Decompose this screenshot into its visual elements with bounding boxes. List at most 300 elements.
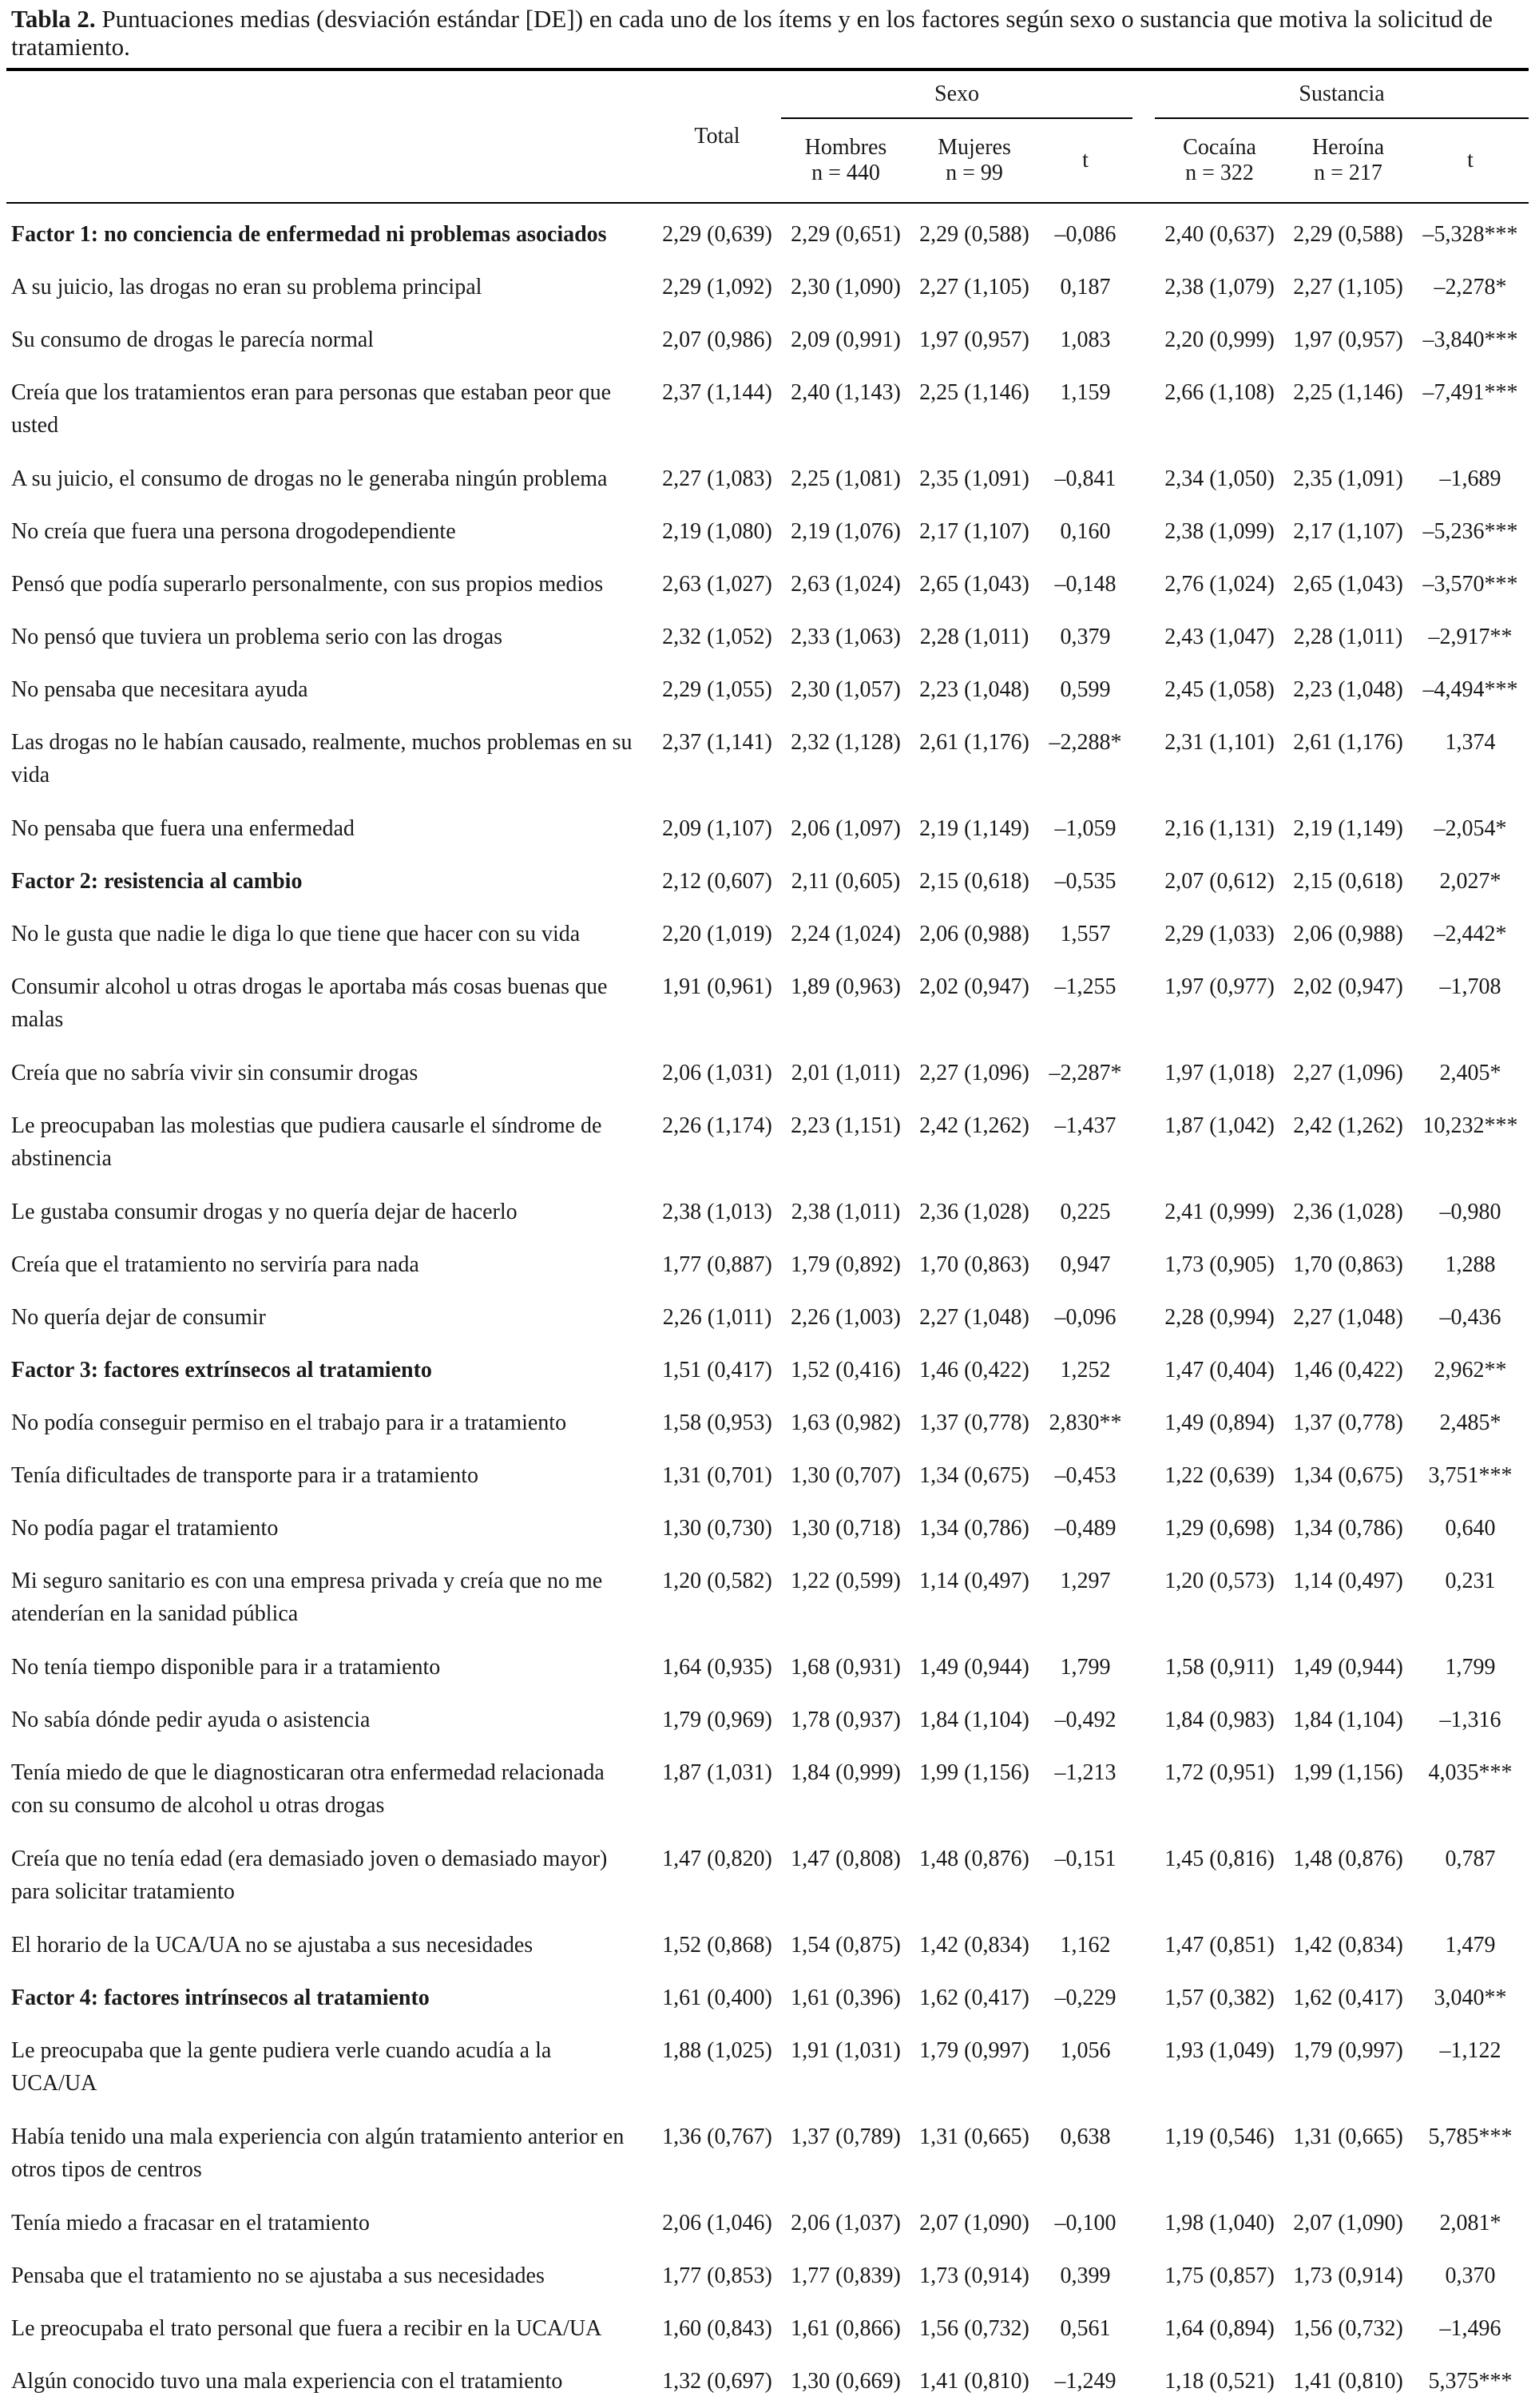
cell-heroina: 2,02 (0,947) — [1293, 974, 1403, 999]
cell-heroina: 2,28 (1,011) — [1293, 625, 1403, 649]
cell-mujeres: 1,31 (0,665) — [919, 2124, 1029, 2149]
cell-cocaina: 1,75 (0,857) — [1164, 2263, 1275, 2288]
cell-total: 2,37 (1,141) — [662, 730, 772, 755]
cell-gap — [1132, 1641, 1155, 1694]
cell-mujeres: 1,14 (0,497) — [919, 1569, 1029, 1593]
cell-cocaina: 1,87 (1,042) — [1164, 1113, 1275, 1138]
cell-heroina: 2,07 (1,090) — [1293, 2211, 1403, 2235]
header-hombres-label: Hombres — [804, 135, 887, 160]
cell-cocaina: 2,29 (1,033) — [1164, 922, 1275, 946]
cell-gap — [1132, 2025, 1155, 2111]
header-sexo: Sexo — [781, 71, 1132, 118]
cell-total: 1,32 (0,697) — [662, 2369, 772, 2394]
cell-t-sexo: 0,160 — [1060, 519, 1111, 544]
cell-t-sexo: 1,799 — [1060, 1655, 1111, 1680]
header-gap-2 — [1132, 118, 1155, 203]
cell-gap — [1132, 367, 1155, 453]
cell-hombres: 1,22 (0,599) — [791, 1569, 901, 1593]
caption-text: Puntuaciones medias (desviación estándar [DE]) en cada uno de los ítems y en los factores según sexo o sustancia que motiva la solicitud de tratamiento. — [11, 5, 1493, 61]
cell-t-sustancia: 2,027* — [1439, 869, 1501, 894]
cell-total: 2,32 (1,052) — [662, 625, 772, 649]
cell-t-sustancia: 4,035*** — [1428, 1760, 1513, 1785]
row-item-label: Su consumo de drogas le parecía normal — [11, 327, 375, 352]
cell-mujeres: 1,73 (0,914) — [919, 2263, 1029, 2288]
cell-cocaina: 1,97 (1,018) — [1164, 1061, 1275, 1085]
header-mujeres-label: Mujeres — [938, 135, 1011, 160]
table-row — [6, 2355, 1529, 2408]
cell-hombres: 2,06 (1,097) — [791, 816, 901, 841]
cell-gap — [1132, 1502, 1155, 1555]
cell-gap — [1132, 2355, 1155, 2408]
cell-t-sustancia: 1,479 — [1445, 1933, 1496, 1958]
cell-t-sexo: 1,083 — [1060, 327, 1111, 352]
cell-t-sustancia: –1,689 — [1439, 466, 1501, 491]
cell-t-sexo: –0,453 — [1054, 1463, 1117, 1488]
row-item-label: Creía que los tratamientos eran para personas que estaban peor que usted — [11, 380, 612, 438]
cell-gap — [1132, 1397, 1155, 1450]
cell-mujeres: 2,19 (1,149) — [919, 816, 1029, 841]
row-item-label: Pensaba que el tratamiento no se ajustaba a sus necesidades — [11, 2263, 545, 2288]
cell-t-sustancia: 2,405* — [1439, 1061, 1501, 1085]
cell-cocaina: 1,47 (0,851) — [1164, 1933, 1275, 1958]
cell-cocaina: 2,31 (1,101) — [1164, 730, 1275, 755]
cell-cocaina: 1,97 (0,977) — [1164, 974, 1275, 999]
cell-gap — [1132, 803, 1155, 855]
row-item-label: Factor 4: factores intrínsecos al tratamiento — [11, 1986, 430, 2010]
cell-mujeres: 1,34 (0,786) — [919, 1516, 1029, 1541]
row-item-label: Factor 2: resistencia al cambio — [11, 869, 303, 894]
cell-total: 2,20 (1,019) — [662, 922, 772, 946]
row-item-label: A su juicio, el consumo de drogas no le generaba ningún problema — [11, 466, 608, 491]
cell-t-sustancia: –2,054* — [1434, 816, 1507, 841]
cell-total: 2,19 (1,080) — [662, 519, 772, 544]
cell-mujeres: 1,70 (0,863) — [919, 1252, 1029, 1277]
cell-hombres: 1,47 (0,808) — [791, 1847, 901, 1871]
cell-t-sustancia: –7,491*** — [1422, 380, 1518, 405]
cell-hombres: 1,30 (0,718) — [791, 1516, 901, 1541]
factor-row — [6, 203, 1529, 261]
cell-total: 1,64 (0,935) — [662, 1655, 772, 1680]
cell-mujeres: 2,28 (1,011) — [919, 625, 1029, 649]
table-row — [6, 367, 1529, 453]
cell-mujeres: 2,02 (0,947) — [919, 974, 1029, 999]
row-item-label: No quería dejar de consumir — [11, 1305, 266, 1330]
cell-heroina: 1,99 (1,156) — [1293, 1760, 1403, 1785]
cell-heroina: 1,70 (0,863) — [1293, 1252, 1403, 1277]
header-cocaina-n: n = 322 — [1185, 161, 1254, 185]
cell-heroina: 2,27 (1,048) — [1293, 1305, 1403, 1330]
cell-mujeres: 2,29 (0,588) — [919, 222, 1029, 247]
cell-mujeres: 2,61 (1,176) — [919, 730, 1029, 755]
cell-t-sustancia: –5,236*** — [1422, 519, 1518, 544]
cell-gap — [1132, 2111, 1155, 2197]
table-row — [6, 2250, 1529, 2303]
cell-t-sustancia: 5,785*** — [1428, 2124, 1513, 2149]
cell-mujeres: 2,65 (1,043) — [919, 572, 1029, 597]
cell-t-sexo: –0,492 — [1054, 1708, 1117, 1732]
cell-heroina: 1,37 (0,778) — [1293, 1410, 1403, 1435]
row-item-label: No pensó que tuviera un problema serio con las drogas — [11, 625, 503, 649]
cell-t-sexo: 0,399 — [1060, 2263, 1111, 2288]
cell-t-sexo: –1,255 — [1054, 974, 1117, 999]
cell-cocaina: 1,64 (0,894) — [1164, 2316, 1275, 2341]
cell-cocaina: 1,57 (0,382) — [1164, 1986, 1275, 2010]
cell-cocaina: 1,73 (0,905) — [1164, 1252, 1275, 1277]
cell-t-sexo: –0,100 — [1054, 2211, 1117, 2235]
cell-gap — [1132, 203, 1155, 261]
cell-heroina: 2,15 (0,618) — [1293, 869, 1403, 894]
cell-t-sustancia: –2,278* — [1434, 275, 1507, 300]
cell-cocaina: 1,58 (0,911) — [1164, 1655, 1275, 1680]
cell-mujeres: 2,23 (1,048) — [919, 677, 1029, 702]
cell-total: 1,77 (0,853) — [662, 2263, 772, 2288]
table-row — [6, 716, 1529, 803]
cell-hombres: 2,30 (1,090) — [791, 275, 901, 300]
cell-hombres: 1,77 (0,839) — [791, 2263, 901, 2288]
cell-hombres: 1,79 (0,892) — [791, 1252, 901, 1277]
cell-hombres: 2,01 (1,011) — [791, 1061, 901, 1085]
cell-heroina: 2,17 (1,107) — [1293, 519, 1403, 544]
cell-heroina: 2,19 (1,149) — [1293, 816, 1403, 841]
header-item — [6, 71, 653, 203]
cell-gap — [1132, 664, 1155, 716]
cell-cocaina: 2,66 (1,108) — [1164, 380, 1275, 405]
cell-cocaina: 1,84 (0,983) — [1164, 1708, 1275, 1732]
cell-gap — [1132, 1100, 1155, 1186]
cell-mujeres: 1,79 (0,997) — [919, 2038, 1029, 2063]
cell-gap — [1132, 453, 1155, 506]
cell-t-sustancia: –1,122 — [1439, 2038, 1501, 2063]
cell-mujeres: 1,37 (0,778) — [919, 1410, 1029, 1435]
cell-t-sexo: 1,557 — [1060, 922, 1111, 946]
cell-gap — [1132, 1833, 1155, 1919]
cell-total: 1,36 (0,767) — [662, 2124, 772, 2149]
header-heroina-n: n = 217 — [1314, 161, 1382, 185]
table-row — [6, 1747, 1529, 1833]
cell-gap — [1132, 1747, 1155, 1833]
cell-gap — [1132, 961, 1155, 1047]
cell-t-sustancia: 0,231 — [1445, 1569, 1496, 1593]
cell-heroina: 1,49 (0,944) — [1293, 1655, 1403, 1680]
cell-t-sustancia: 1,799 — [1445, 1655, 1496, 1680]
cell-total: 1,52 (0,868) — [662, 1933, 772, 1958]
cell-total: 1,91 (0,961) — [662, 974, 772, 999]
header-sustancia: Sustancia — [1155, 71, 1529, 118]
cell-hombres: 2,25 (1,081) — [791, 466, 901, 491]
cell-t-sexo: –0,151 — [1054, 1847, 1117, 1871]
cell-mujeres: 1,99 (1,156) — [919, 1760, 1029, 1785]
header-hombres-n: n = 440 — [811, 161, 880, 185]
cell-heroina: 1,48 (0,876) — [1293, 1847, 1403, 1871]
cell-total: 2,37 (1,144) — [662, 380, 772, 405]
header-total: Total — [653, 71, 781, 203]
cell-cocaina: 1,29 (0,698) — [1164, 1516, 1275, 1541]
cell-mujeres: 2,27 (1,096) — [919, 1061, 1029, 1085]
cell-heroina: 2,06 (0,988) — [1293, 922, 1403, 946]
cell-cocaina: 2,41 (0,999) — [1164, 1200, 1275, 1224]
caption-label: Tabla 2. — [11, 5, 96, 33]
table-row — [6, 314, 1529, 367]
row-item-label: Le preocupaba que la gente pudiera verle cuando acudía a la UCA/UA — [11, 2038, 552, 2096]
table-row — [6, 1555, 1529, 1641]
cell-cocaina: 1,98 (1,040) — [1164, 2211, 1275, 2235]
cell-heroina: 1,31 (0,665) — [1293, 2124, 1403, 2149]
cell-heroina: 1,46 (0,422) — [1293, 1358, 1403, 1383]
cell-hombres: 1,30 (0,707) — [791, 1463, 901, 1488]
table-row — [6, 1919, 1529, 1972]
cell-hombres: 2,11 (0,605) — [791, 869, 901, 894]
cell-hombres: 1,78 (0,937) — [791, 1708, 901, 1732]
cell-total: 2,26 (1,174) — [662, 1113, 772, 1138]
cell-cocaina: 2,76 (1,024) — [1164, 572, 1275, 597]
cell-t-sustancia: 5,375*** — [1428, 2369, 1513, 2394]
table-row — [6, 1239, 1529, 1291]
table-row — [6, 1694, 1529, 1747]
cell-heroina: 2,25 (1,146) — [1293, 380, 1403, 405]
cell-cocaina: 2,07 (0,612) — [1164, 869, 1275, 894]
row-item-label: A su juicio, las drogas no eran su problema principal — [11, 275, 482, 300]
cell-t-sexo: –0,489 — [1054, 1516, 1117, 1541]
cell-total: 2,09 (1,107) — [662, 816, 772, 841]
cell-total: 1,47 (0,820) — [662, 1847, 772, 1871]
cell-heroina: 1,97 (0,957) — [1293, 327, 1403, 352]
cell-t-sexo: –2,288* — [1049, 730, 1122, 755]
cell-hombres: 2,38 (1,011) — [791, 1200, 901, 1224]
cell-total: 2,07 (0,986) — [662, 327, 772, 352]
row-item-label: No pensaba que fuera una enfermedad — [11, 816, 355, 841]
cell-t-sexo: –1,437 — [1054, 1113, 1117, 1138]
row-item-label: No sabía dónde pedir ayuda o asistencia — [11, 1708, 371, 1732]
row-item-label: No podía conseguir permiso en el trabajo para ir a tratamiento — [11, 1410, 567, 1435]
cell-cocaina: 1,93 (1,049) — [1164, 2038, 1275, 2063]
cell-mujeres: 1,46 (0,422) — [919, 1358, 1029, 1383]
cell-total: 1,61 (0,400) — [662, 1986, 772, 2010]
cell-gap — [1132, 855, 1155, 908]
cell-heroina: 2,36 (1,028) — [1293, 1200, 1403, 1224]
cell-heroina: 1,42 (0,834) — [1293, 1933, 1403, 1958]
cell-gap — [1132, 2197, 1155, 2250]
cell-hombres: 2,29 (0,651) — [791, 222, 901, 247]
cell-hombres: 1,89 (0,963) — [791, 974, 901, 999]
cell-t-sustancia: 0,370 — [1445, 2263, 1496, 2288]
cell-t-sexo: 0,947 — [1060, 1252, 1111, 1277]
table-row — [6, 2025, 1529, 2111]
cell-gap — [1132, 261, 1155, 314]
cell-mujeres: 1,34 (0,675) — [919, 1463, 1029, 1488]
row-item-label: Le gustaba consumir drogas y no quería dejar de hacerlo — [11, 1200, 518, 1224]
row-item-label: Había tenido una mala experiencia con algún tratamiento anterior en otros tipos de centros — [11, 2124, 625, 2182]
header-gap — [1132, 71, 1155, 118]
factor-row — [6, 855, 1529, 908]
cell-total: 1,30 (0,730) — [662, 1516, 772, 1541]
cell-hombres: 2,24 (1,024) — [791, 922, 901, 946]
cell-heroina: 1,79 (0,997) — [1293, 2038, 1403, 2063]
row-item-label: Tenía miedo de que le diagnosticaran otra enfermedad relacionada con su consumo de alcohol u otras drogas — [11, 1760, 605, 1818]
table-row — [6, 506, 1529, 558]
table-row — [6, 1397, 1529, 1450]
row-item-label: No creía que fuera una persona drogodependiente — [11, 519, 456, 544]
row-item-label: Creía que no tenía edad (era demasiado joven o demasiado mayor) para solicitar tratamiento — [11, 1847, 608, 1904]
cell-heroina: 1,41 (0,810) — [1293, 2369, 1403, 2394]
cell-total: 2,12 (0,607) — [662, 869, 772, 894]
table-row — [6, 611, 1529, 664]
cell-mujeres: 1,97 (0,957) — [919, 327, 1029, 352]
cell-gap — [1132, 716, 1155, 803]
row-item-label: Creía que el tratamiento no serviría para nada — [11, 1252, 419, 1277]
cell-gap — [1132, 1450, 1155, 1502]
cell-mujeres: 2,36 (1,028) — [919, 1200, 1029, 1224]
row-item-label: El horario de la UCA/UA no se ajustaba a sus necesidades — [11, 1933, 533, 1958]
cell-hombres: 2,09 (0,991) — [791, 327, 901, 352]
cell-t-sexo: 0,599 — [1060, 677, 1111, 702]
cell-hombres: 2,06 (1,037) — [791, 2211, 901, 2235]
row-item-label: Factor 1: no conciencia de enfermedad ni problemas asociados — [11, 222, 607, 247]
cell-t-sexo: 0,561 — [1060, 2316, 1111, 2341]
row-item-label: No le gusta que nadie le diga lo que tiene que hacer con su vida — [11, 922, 581, 946]
table-caption — [11, 5, 1513, 61]
cell-cocaina: 2,43 (1,047) — [1164, 625, 1275, 649]
cell-t-sexo: 1,159 — [1060, 380, 1111, 405]
cell-t-sustancia: 3,040** — [1434, 1986, 1507, 2010]
row-item-label: Tenía dificultades de transporte para ir a tratamiento — [11, 1463, 479, 1488]
cell-t-sexo: –0,086 — [1054, 222, 1117, 247]
cell-t-sexo: 0,187 — [1060, 275, 1111, 300]
cell-t-sexo: –0,148 — [1054, 572, 1117, 597]
cell-gap — [1132, 1239, 1155, 1291]
table-body — [6, 203, 1529, 2408]
page — [6, 0, 1529, 2408]
cell-heroina: 1,34 (0,786) — [1293, 1516, 1403, 1541]
cell-cocaina: 2,28 (0,994) — [1164, 1305, 1275, 1330]
cell-cocaina: 2,45 (1,058) — [1164, 677, 1275, 702]
cell-t-sexo: –1,249 — [1054, 2369, 1117, 2394]
row-item-label: No tenía tiempo disponible para ir a tratamiento — [11, 1655, 441, 1680]
header-t-sexo: t — [1038, 118, 1132, 203]
cell-gap — [1132, 1555, 1155, 1641]
cell-t-sexo: –1,059 — [1054, 816, 1117, 841]
cell-gap — [1132, 1694, 1155, 1747]
cell-total: 1,58 (0,953) — [662, 1410, 772, 1435]
table-row — [6, 1450, 1529, 1502]
cell-mujeres: 2,15 (0,618) — [919, 869, 1029, 894]
cell-cocaina: 1,18 (0,521) — [1164, 2369, 1275, 2394]
cell-heroina: 2,27 (1,105) — [1293, 275, 1403, 300]
cell-t-sustancia: 2,962** — [1434, 1358, 1507, 1383]
table-row — [6, 1502, 1529, 1555]
cell-mujeres: 2,06 (0,988) — [919, 922, 1029, 946]
cell-t-sustancia: 2,485* — [1439, 1410, 1501, 1435]
row-item-label: Consumir alcohol u otras drogas le aportaba más cosas buenas que malas — [11, 974, 608, 1032]
cell-total: 1,31 (0,701) — [662, 1463, 772, 1488]
cell-total: 2,26 (1,011) — [662, 1305, 772, 1330]
cell-heroina: 1,34 (0,675) — [1293, 1463, 1403, 1488]
cell-gap — [1132, 1291, 1155, 1344]
cell-t-sustancia: –0,436 — [1439, 1305, 1501, 1330]
cell-total: 2,29 (0,639) — [662, 222, 772, 247]
cell-total: 1,20 (0,582) — [662, 1569, 772, 1593]
cell-t-sustancia: –1,496 — [1439, 2316, 1501, 2341]
cell-gap — [1132, 506, 1155, 558]
cell-total: 2,06 (1,031) — [662, 1061, 772, 1085]
row-item-label: Mi seguro sanitario es con una empresa privada y creía que no me atenderían en la sanidad pública — [11, 1569, 603, 1626]
cell-cocaina: 2,34 (1,050) — [1164, 466, 1275, 491]
cell-mujeres: 2,42 (1,262) — [919, 1113, 1029, 1138]
cell-t-sustancia: 3,751*** — [1428, 1463, 1513, 1488]
cell-heroina: 2,27 (1,096) — [1293, 1061, 1403, 1085]
cell-hombres: 1,30 (0,669) — [791, 2369, 901, 2394]
table-row — [6, 1641, 1529, 1694]
row-item-label: Factor 3: factores extrínsecos al tratamiento — [11, 1358, 432, 1383]
cell-mujeres: 2,27 (1,105) — [919, 275, 1029, 300]
cell-heroina: 2,35 (1,091) — [1293, 466, 1403, 491]
cell-gap — [1132, 1344, 1155, 1397]
table-header — [6, 71, 1529, 203]
cell-hombres: 2,63 (1,024) — [791, 572, 901, 597]
header-cocaina-label: Cocaína — [1183, 135, 1256, 160]
cell-t-sexo: 1,056 — [1060, 2038, 1111, 2063]
cell-heroina: 2,42 (1,262) — [1293, 1113, 1403, 1138]
cell-mujeres: 2,35 (1,091) — [919, 466, 1029, 491]
cell-total: 1,88 (1,025) — [662, 2038, 772, 2063]
row-item-label: Algún conocido tuvo una mala experiencia con el tratamiento — [11, 2369, 563, 2394]
table-row — [6, 908, 1529, 961]
cell-gap — [1132, 1972, 1155, 2025]
cell-t-sustancia: 1,374 — [1445, 730, 1496, 755]
cell-total: 2,29 (1,055) — [662, 677, 772, 702]
row-item-label: Creía que no sabría vivir sin consumir drogas — [11, 1061, 418, 1085]
cell-total: 1,60 (0,843) — [662, 2316, 772, 2341]
table-row — [6, 803, 1529, 855]
table-row — [6, 558, 1529, 611]
results-table — [6, 71, 1529, 2408]
cell-t-sexo: 0,379 — [1060, 625, 1111, 649]
cell-t-sustancia: 2,081* — [1439, 2211, 1501, 2235]
table-row — [6, 2111, 1529, 2197]
cell-total: 2,06 (1,046) — [662, 2211, 772, 2235]
cell-t-sexo: 1,297 — [1060, 1569, 1111, 1593]
cell-cocaina: 2,40 (0,637) — [1164, 222, 1275, 247]
table-row — [6, 2197, 1529, 2250]
cell-t-sexo: –0,535 — [1054, 869, 1117, 894]
cell-t-sustancia: –3,840*** — [1422, 327, 1518, 352]
cell-cocaina: 1,47 (0,404) — [1164, 1358, 1275, 1383]
cell-total: 2,63 (1,027) — [662, 572, 772, 597]
cell-cocaina: 1,45 (0,816) — [1164, 1847, 1275, 1871]
cell-gap — [1132, 1186, 1155, 1239]
cell-mujeres: 2,17 (1,107) — [919, 519, 1029, 544]
table-row — [6, 1833, 1529, 1919]
cell-heroina: 2,61 (1,176) — [1293, 730, 1403, 755]
cell-mujeres: 1,56 (0,732) — [919, 2316, 1029, 2341]
cell-mujeres: 1,49 (0,944) — [919, 1655, 1029, 1680]
cell-total: 1,77 (0,887) — [662, 1252, 772, 1277]
cell-heroina: 2,65 (1,043) — [1293, 572, 1403, 597]
cell-t-sustancia: –2,917** — [1428, 625, 1513, 649]
cell-hombres: 1,68 (0,931) — [791, 1655, 901, 1680]
cell-total: 2,27 (1,083) — [662, 466, 772, 491]
cell-gap — [1132, 2250, 1155, 2303]
cell-hombres: 1,54 (0,875) — [791, 1933, 901, 1958]
header-heroina-label: Heroína — [1311, 135, 1385, 160]
cell-heroina: 2,23 (1,048) — [1293, 677, 1403, 702]
cell-hombres: 1,52 (0,416) — [791, 1358, 901, 1383]
cell-hombres: 2,33 (1,063) — [791, 625, 901, 649]
cell-hombres: 2,19 (1,076) — [791, 519, 901, 544]
cell-hombres: 1,61 (0,396) — [791, 1986, 901, 2010]
cell-gap — [1132, 314, 1155, 367]
cell-t-sustancia: 0,640 — [1445, 1516, 1496, 1541]
cell-t-sexo: –1,213 — [1054, 1760, 1117, 1785]
